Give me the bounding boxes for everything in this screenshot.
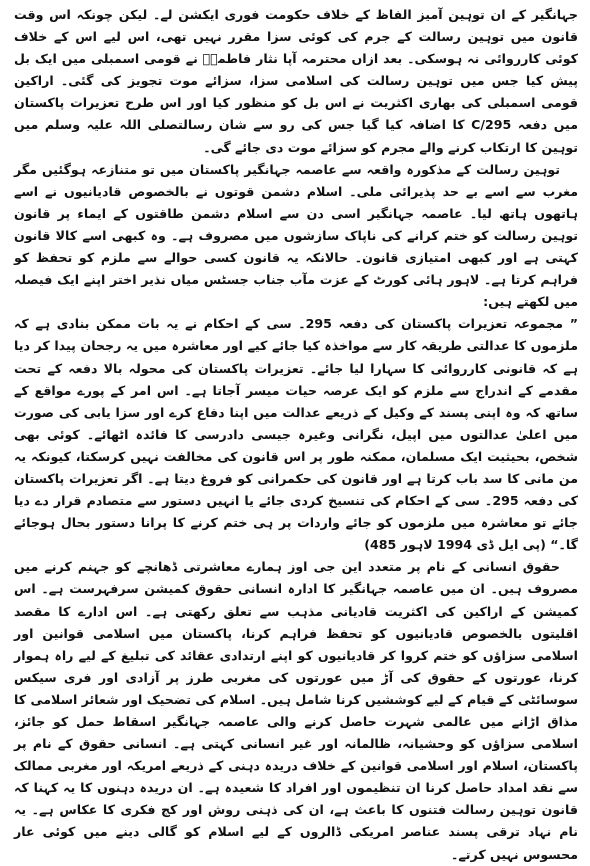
court-quote-paragraph <box>14 313 578 556</box>
paragraph-2: توہین رسالت کے مذکورہ واقعہ سے عاصمہ جہانگیر پاکستان میں تو متنازعہ ہوگئیں مگر مغرب سے اسے بے حد پذیرائی ملی۔ اسلام دشمن قوتوں نے بالخصوص قادیانیوں نے اسے ہاتھوں ہاتھ لیا۔ عاصمہ جہانگیر اسی دن سے اسلام دشمن طاقتوں کے ایماء پر قانون توہین رسالت کو ختم کرانے کی ناپاک سازشوں میں مصروف ہے۔ وہ کبھی اسے کالا قانون کہتی ہے اور کبھی امتیازی قانون۔ حالانکہ یہ قانون کسی حوالے سے ملزم کو تحفظ کو فراہم کرتا ہے۔ لاہور ہائی کورٹ کے عزت مآب جناب جسٹس میاں نذیر اختر اپنے ایک فیصلہ میں لکھتے ہیں: <box>14 161 578 310</box>
court-quote-text: ” مجموعہ تعزیرات پاکستان کی دفعہ 295۔ سی کے احکام نے یہ بات ممکن بنادی ہے کہ ملزموں کا عدالتی طریقہ کار سے مواخذہ کیا جائے کیے اور معاشرہ میں یہ رجحان پیدا کر دیا ہے کہ قانونی کارروائی کا سہارا لیا جائے۔ تعزیرات پاکستان کی محولہ بالا دفعہ کے تحت مقدمے کے اندراج سے ملزم کو ایک عرصہ حیات میسر آجاتا ہے۔ اس امر کے پورے مواقع کے ساتھ کہ وہ اپنی پسند کے وکیل کے ذریعے عدالت میں اپنا دفاع کرے اور سزا یابی کی صورت میں اعلیٰ عدالتوں میں اپیل، نگرانی وغیرہ جیسی دادرسی کا فائدہ اٹھائے۔ کوئی بھی شخص، بحیثیت ایک مسلمان، ممکنہ طور پر اس قانون کی مخالفت نہیں کرسکتا، کیونکہ یہ من مانی کا سد باب کرتا ہے اور قانون کی حکمرانی کو فروغ دیتا ہے۔ اگر تعزیرات پاکستان کی دفعہ 295۔ سی کے احکام کی تنسیخ کردی جائے یا انہیں دستور سے متصادم قرار دے دیا جائے تو معاشرہ میں ملزموں کو جائے واردات پر ہی ختم کرنے کا پرانا دستور بحال ہوجائے گا۔“ <box>14 316 578 553</box>
paragraph-1: جہانگیر کے ان توہین آمیز الفاظ کے خلاف حکومت فوری ایکشن لے۔ لیکن چونکہ اس وقت قانون میں توہین رسالت کے جرم کی کوئی سزا مقرر نہیں تھی، اس لیے اس کے خلاف کوئی کارروائی نہ ہوسکی۔ بعد ازاں محترمہ آپا نثار فاطمہؒ نے قومی اسمبلی میں ایک بل پیش کیا جس میں توہین رسالت کی اسلامی سزا، سزائے موت تجویز کی گئی۔ اراکین قومی اسمبلی کی بھاری اکثریت نے اس بل کو منظور کیا اور اس طرح تعزیرات پاکستان میں دفعہ 295/C کا اضافہ کیا گیا جس کی رو سے شان رسالتصلی اللہ علیہ وسلم میں توہین کا ارتکاب کرنے والے مجرم کو سزائے موت دی جائے گی۔ <box>14 7 578 155</box>
paragraph-4: حقوق انسانی کے نام پر متعدد این جی اوز ہمارے معاشرتی ڈھانچے کو جہنم کرنے میں مصروف ہیں۔ ان میں عاصمہ جہانگیر کا ادارہ انسانی حقوق کمیشن سرفہرست ہے۔ اس کمیشن کے اراکین کی اکثریت قادیانی مذہب سے تعلق رکھتی ہے۔ اس ادارے کا مقصد اقلیتوں بالخصوص قادیانیوں کو تحفظ فراہم کرنا، پاکستان میں اسلامی قوانین اور اسلامی سزاؤں کو ختم کروا کر قادیانیوں کو اپنے ارتدادی عقائد کی تبلیغ کے لیے راہ ہموار کرنا، عورتوں کے حقوق کی آڑ میں عورتوں کی مغربی طرز پر آزادی اور فری سیکس سوسائٹی کے قیام کے لیے کوششیں کرنا شامل ہیں۔ اسلام کی تضحیک اور شعائر اسلامی کا مذاق اڑانے میں عالمی شہرت حاصل کرنے والی عاصمہ جہانگیر اسقاط حمل کو جائز، اسلامی سزاؤں کو وحشیانہ، ظالمانہ اور غیر انسانی کہتی ہے۔ انسانی حقوق کے نام پر پاکستان، اسلام اور اسلامی قوانین کے خلاف دریدہ دہنی کے ذریعے امریکہ اور مغربی ممالک سے نقد امداد حاصل کرنا ان تنظیموں اور افراد کا شعیدہ ہے۔ ان دریدہ دہنوں کا یہ کہنا کہ قانون توہین رسالت فتنوں کا باعث ہے، ان کی ذہنی روش اور کج فکری کا عکاس ہے۔ یہ نام نہاد ترقی پسند عناصر امریکی ڈالروں کے لیے اسلام کو گالی دینے میں کوئی عار محسوس نہیں کرتے۔ <box>14 559 578 862</box>
case-citation: (پی ایل ڈی 1994 لاہور 485) <box>364 537 546 553</box>
